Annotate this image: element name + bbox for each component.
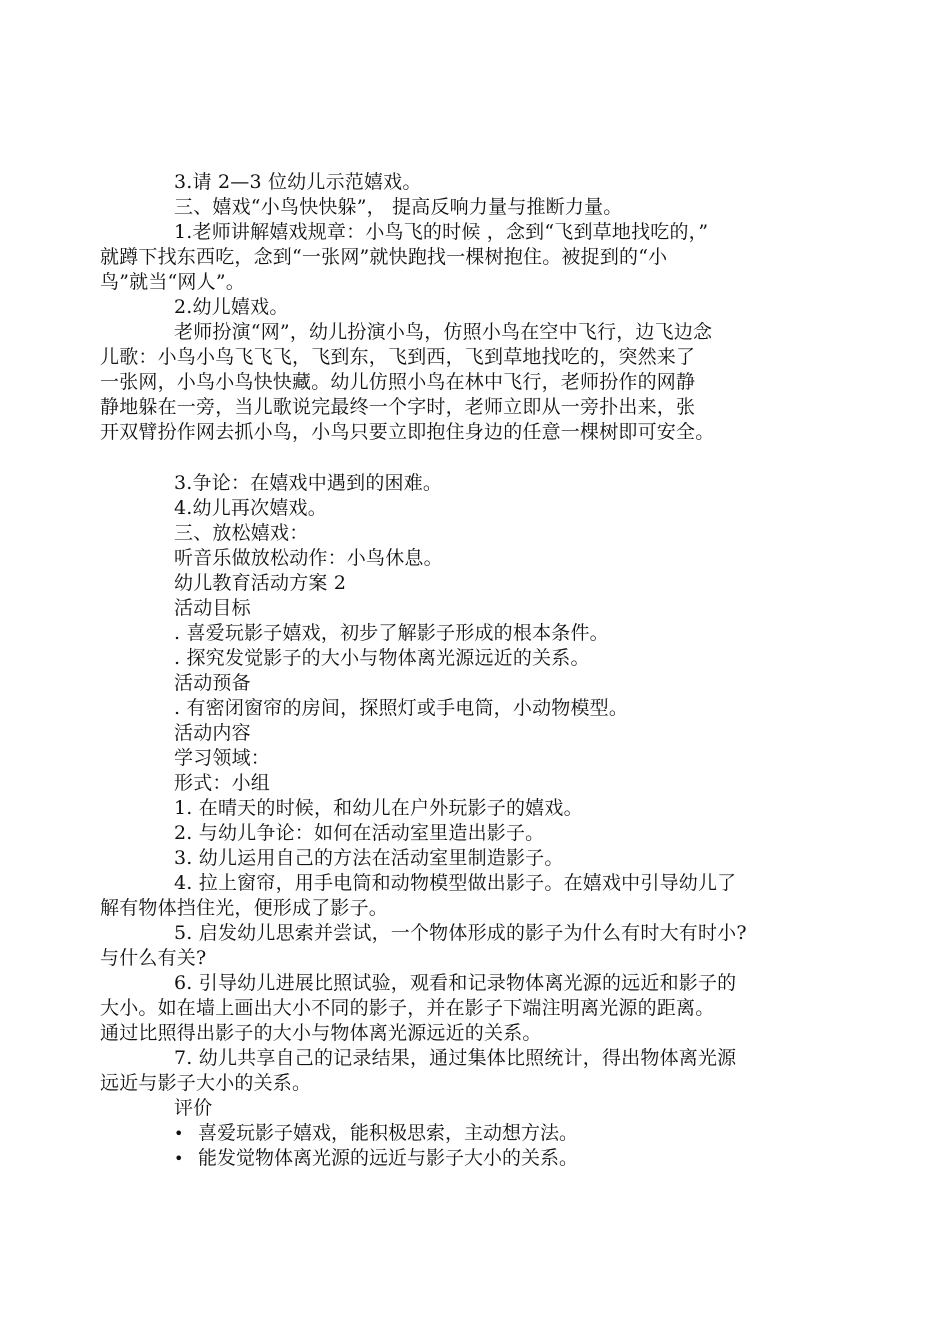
text-line: 与什么有关? <box>100 947 207 969</box>
text-line: 2.幼儿嬉戏。 <box>174 296 289 318</box>
text-line: . 喜爱玩影子嬉戏，初步了解影子形成的根本条件。 <box>174 622 609 644</box>
text-line: . 探究发觉影子的大小与物体离光源远近的关系。 <box>174 647 590 669</box>
text-line: 静地躲在一旁，当儿歌说完最终一个字时，老师立即从一旁扑出来，张 <box>100 396 696 418</box>
bullet-icon: • <box>174 1124 184 1143</box>
bullet-list <box>100 1121 840 1171</box>
bullet-item <box>100 1121 840 1146</box>
text-line: 鸟”就当“网人”。 <box>100 271 245 293</box>
text-line: 三、嬉戏“小鸟快快躲”， 提高反响力量与推断力量。 <box>174 196 623 218</box>
text-line: 6. 引导幼儿进展比照试验，观看和记录物体离光源的远近和影子的 <box>174 972 737 994</box>
text-line: 3.请 2—3 位幼儿示范嬉戏。 <box>174 171 422 193</box>
text-line: 通过比照得出影子的大小与物体离光源远近的关系。 <box>100 1022 542 1044</box>
text-line: 7. 幼儿共享自己的记录结果，通过集体比照统计，得出物体离光源 <box>174 1047 737 1069</box>
text-line: 三、放松嬉戏： <box>174 522 309 544</box>
bullet-text: 喜爱玩影子嬉戏，能积极思索，主动想方法。 <box>198 1122 579 1144</box>
text-line: 幼儿教育活动方案 2 <box>174 572 347 594</box>
text-lines <box>100 170 840 1121</box>
text-line: 4.幼儿再次嬉戏。 <box>174 497 327 519</box>
text-line: 1. 在晴天的时候，和幼儿在户外玩影子的嬉戏。 <box>174 797 583 819</box>
text-line: 活动预备 <box>174 672 251 694</box>
text-line: 3.争论：在嬉戏中遇到的困难。 <box>174 472 443 494</box>
text-line: 儿歌：小鸟小鸟飞飞飞，飞到东，飞到西，飞到草地找吃的，突然来了 <box>100 346 696 368</box>
text-line: 听音乐做放松动作：小鸟休息。 <box>174 547 443 569</box>
text-line: 就蹲下找东西吃，念到“一张网”就快跑找一棵树抱住。被捉到的“小 <box>100 246 668 268</box>
blank-line <box>100 445 840 471</box>
text-line: 老师扮演“网”，幼儿扮演小鸟，仿照小鸟在空中飞行，边飞边念 <box>174 321 713 343</box>
text-line: . 有密闭窗帘的房间，探照灯或手电筒，小动物模型。 <box>174 697 629 719</box>
text-line: 大小。如在墙上画出大小不同的影子，并在影子下端注明离光源的距离。 <box>100 997 715 1019</box>
text-line: 活动内容 <box>174 722 251 744</box>
bullet-text: 能发觉物体离光源的远近与影子大小的关系。 <box>198 1147 579 1169</box>
text-line: 远近与影子大小的关系。 <box>100 1072 312 1094</box>
text-line: 解有物体挡住光，便形成了影子。 <box>100 897 389 919</box>
text-line: 3. 幼儿运用自己的方法在活动室里制造影子。 <box>174 847 564 869</box>
text-line: 评价 <box>174 1097 213 1119</box>
text-line: 5. 启发幼儿思索并尝试，一个物体形成的影子为什么有时大有时小? <box>174 922 747 944</box>
document-body <box>100 170 840 1171</box>
text-line: 学习领域： <box>174 747 271 769</box>
text-line: 一张网，小鸟小鸟快快藏。幼儿仿照小鸟在林中飞行，老师扮作的网静 <box>100 371 696 393</box>
text-line: 形式：小组 <box>174 772 271 794</box>
text-line: 1.老师讲解嬉戏规章：小鸟飞的时候 ，念到“飞到草地找吃的，” <box>174 221 709 243</box>
bullet-icon: • <box>174 1149 184 1168</box>
text-line: 开双臂扮作网去抓小鸟，小鸟只要立即抱住身边的任意一棵树即可安全。 <box>100 421 715 443</box>
text-line: 活动目标 <box>174 597 251 619</box>
bullet-item <box>100 1146 840 1171</box>
text-line: 2. 与幼儿争论：如何在活动室里造出影子。 <box>174 822 545 844</box>
text-line: 4. 拉上窗帘，用手电筒和动物模型做出影子。在嬉戏中引导幼儿了 <box>174 872 737 894</box>
